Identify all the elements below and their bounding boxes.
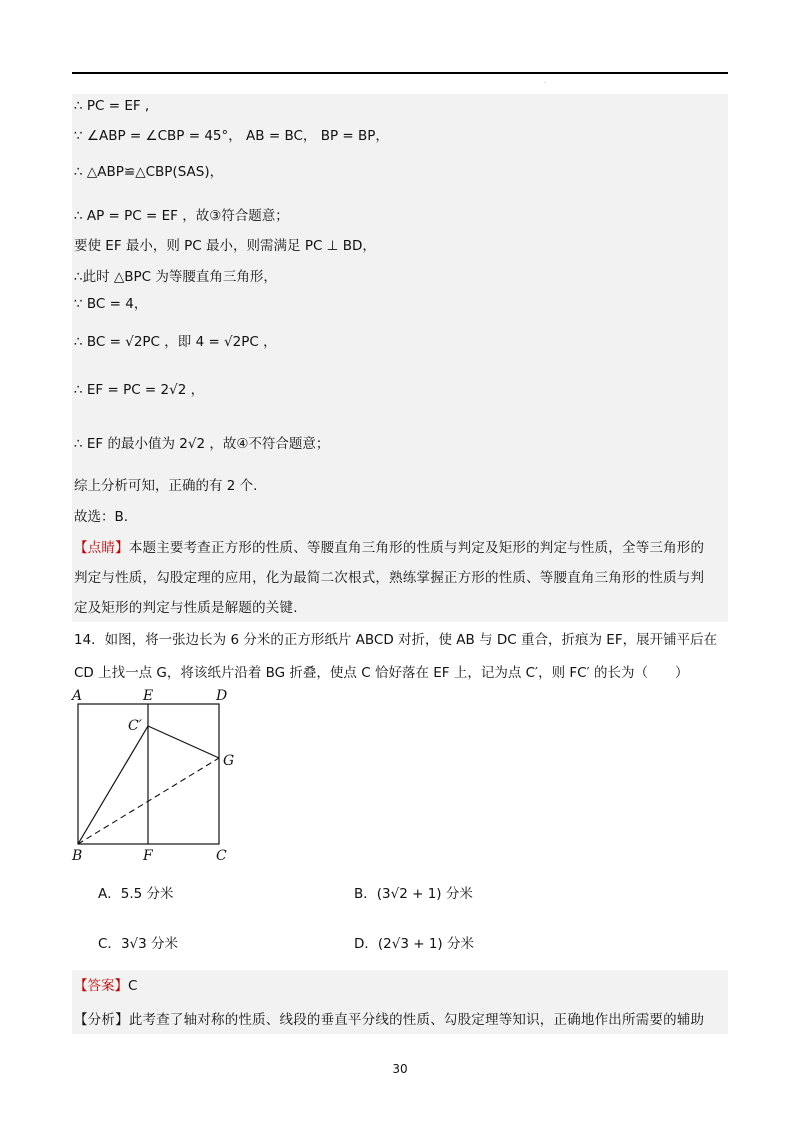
label-a: A bbox=[72, 688, 83, 704]
fold-figure bbox=[66, 686, 276, 866]
option-d[interactable]: D．(2√3 + 1) 分米 bbox=[354, 936, 474, 952]
commentary-line-2: 判定与性质，勾股定理的应用，化为最简二次根式，熟练掌握正方形的性质、等腰直角三角形的性质与判 bbox=[74, 570, 705, 586]
commentary-line-1: 【点睛】本题主要考查正方形的性质、等腰直角三角形的性质与判定及矩形的判定与性质，全等三角形的 bbox=[74, 540, 705, 556]
commentary-tag: 【点睛】 bbox=[74, 540, 129, 556]
solution-line-5: 要使 EF 最小，则 PC 最小，则需满足 PC ⊥ BD， bbox=[74, 238, 376, 254]
option-a[interactable]: A．5.5 分米 bbox=[98, 886, 174, 902]
label-f: F bbox=[143, 848, 153, 864]
solution-line-12: 故选：B. bbox=[74, 509, 129, 525]
answer-tag: 【答案】 bbox=[74, 978, 128, 994]
solution-line-1: ∴ PC = EF , bbox=[74, 98, 150, 114]
solution-line-6: ∴此时 △BPC 为等腰直角三角形， bbox=[74, 269, 277, 285]
label-e: E bbox=[143, 688, 154, 704]
answer-value: C bbox=[128, 978, 138, 994]
option-c[interactable]: C．3√3 分米 bbox=[98, 936, 179, 952]
label-g: G bbox=[223, 753, 235, 769]
label-b: B bbox=[72, 848, 83, 864]
header-rule bbox=[72, 72, 728, 74]
label-c: C bbox=[216, 848, 227, 864]
solution-line-9: ∴ EF = PC = 2√2 ， bbox=[74, 382, 205, 398]
analysis-line: 【分析】此考查了轴对称的性质、线段的垂直平分线的性质、勾股定理等知识，正确地作出所需要的辅助 bbox=[74, 1012, 705, 1028]
segment-bc-prime bbox=[78, 726, 148, 844]
label-c-prime: C′ bbox=[128, 718, 142, 734]
question-line-1: 14．如图，将一张边长为 6 分米的正方形纸片 ABCD 对折，使 AB 与 DC 重合，折痕为 EF，展开铺平后在 bbox=[74, 632, 718, 648]
answer-line bbox=[74, 976, 137, 996]
segment-c-prime-g bbox=[148, 726, 219, 758]
option-b[interactable]: B．(3√2 + 1) 分米 bbox=[354, 886, 473, 902]
label-d: D bbox=[216, 688, 228, 704]
solution-line-8: ∴ BC = √2PC ，即 4 = √2PC ， bbox=[74, 334, 277, 350]
solution-line-2: ∵ ∠ABP = ∠CBP = 45°， AB = BC， BP = BP， bbox=[74, 128, 389, 144]
solution-line-10: ∴ EF 的最小值为 2√2 ，故④不符合题意； bbox=[74, 436, 330, 452]
page-number: 30 bbox=[392, 1062, 408, 1076]
solution-line-7: ∵ BC = 4， bbox=[74, 296, 148, 312]
question-line-2: CD 上找一点 G，将该纸片沿着 BG 折叠，使点 C 恰好落在 EF 上，记为点 C′，则 FC′ 的长为（ ） bbox=[74, 665, 689, 681]
solution-line-3: ∴ △ABP≌△CBP(SAS)， bbox=[74, 164, 224, 180]
solution-line-11: 综上分析可知，正确的有 2 个. bbox=[74, 478, 258, 494]
analysis-tag: 【分析】 bbox=[74, 1012, 129, 1028]
header-mark: · bbox=[544, 80, 546, 87]
solution-line-4: ∴ AP = PC = EF ，故③符合题意； bbox=[74, 208, 289, 224]
commentary-line-3: 定及矩形的判定与性质是解题的关键. bbox=[74, 600, 298, 616]
